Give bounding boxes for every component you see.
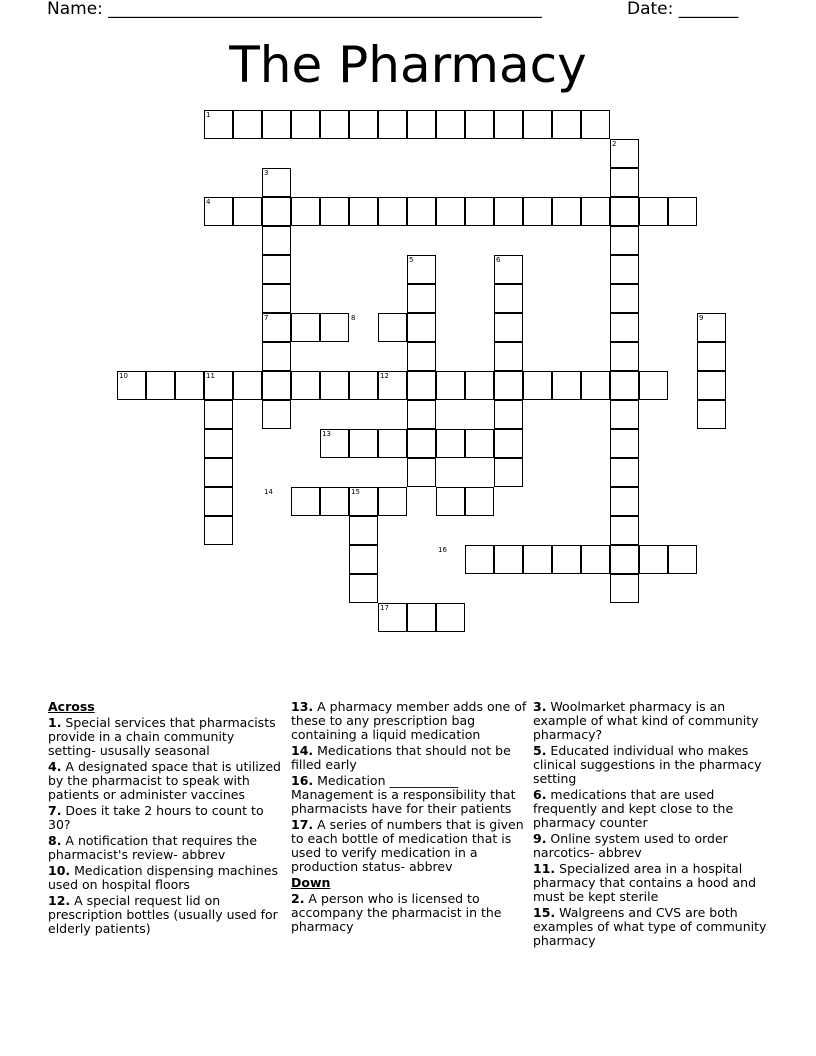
crossword-cell[interactable] <box>552 110 581 139</box>
crossword-cell[interactable] <box>291 110 320 139</box>
crossword-cell[interactable] <box>146 371 175 400</box>
crossword-cell[interactable] <box>494 371 523 400</box>
crossword-cell[interactable] <box>668 545 697 574</box>
crossword-cell[interactable] <box>320 110 349 139</box>
crossword-cell[interactable] <box>581 371 610 400</box>
crossword-cell[interactable] <box>610 197 639 226</box>
crossword-cell[interactable] <box>610 574 639 603</box>
crossword-cell[interactable] <box>465 110 494 139</box>
crossword-cell[interactable] <box>407 603 436 632</box>
name-field-label: Name: ___________________________________________________ <box>47 0 542 19</box>
clue-number: 1 <box>206 111 211 119</box>
across-heading: Across <box>48 699 95 714</box>
crossword-cell[interactable] <box>262 110 291 139</box>
crossword-cell[interactable] <box>552 545 581 574</box>
crossword-cell[interactable] <box>262 371 291 400</box>
crossword-cell[interactable] <box>523 110 552 139</box>
crossword-cell[interactable] <box>697 371 726 400</box>
crossword-cell[interactable] <box>204 487 233 516</box>
clue-number: 15 <box>351 488 360 496</box>
crossword-cell[interactable] <box>436 197 465 226</box>
clue-down: 11. Specialized area in a hospital pharmacy that contains a hood and must be kept sterile <box>533 861 757 904</box>
clue-number: 13 <box>322 430 331 438</box>
clue-number: 16 <box>438 546 447 554</box>
crossword-cell[interactable] <box>494 545 523 574</box>
crossword-cell[interactable] <box>320 487 349 516</box>
crossword-cell[interactable] <box>610 226 639 255</box>
crossword-cell[interactable] <box>175 371 204 400</box>
crossword-cell[interactable] <box>407 197 436 226</box>
crossword-cell[interactable] <box>407 110 436 139</box>
clue-number: 5 <box>409 256 414 264</box>
crossword-cell[interactable] <box>494 197 523 226</box>
crossword-cell[interactable] <box>581 545 610 574</box>
clue-number: 8 <box>351 314 356 322</box>
crossword-cell[interactable] <box>407 342 436 371</box>
crossword-cell[interactable] <box>262 197 291 226</box>
crossword-cell[interactable] <box>349 429 378 458</box>
crossword-cell[interactable] <box>610 545 639 574</box>
clue-down: 6. medications that are used frequently and kept close to the pharmacy counter <box>533 787 734 830</box>
crossword-cell[interactable] <box>436 487 465 516</box>
crossword-cell[interactable] <box>436 603 465 632</box>
crossword-cell[interactable] <box>262 284 291 313</box>
crossword-cell[interactable] <box>523 545 552 574</box>
crossword-cell[interactable] <box>320 313 349 342</box>
crossword-cell[interactable] <box>610 371 639 400</box>
crossword-cell[interactable] <box>349 574 378 603</box>
clue-number: 2 <box>612 140 617 148</box>
clue-down: 5. Educated individual who makes clinical suggestions in the pharmacy setting <box>533 743 762 786</box>
crossword-cell[interactable] <box>639 197 668 226</box>
crossword-cell[interactable] <box>291 487 320 516</box>
crossword-cell[interactable] <box>349 545 378 574</box>
clue-down: 2. A person who is licensed to accompany the pharmacist in the pharmacy <box>291 891 502 934</box>
crossword-cell[interactable] <box>233 197 262 226</box>
crossword-cell[interactable] <box>378 487 407 516</box>
crossword-cell[interactable] <box>610 487 639 516</box>
clue-down: 9. Online system used to order narcotics- abbrev <box>533 831 728 860</box>
crossword-cell[interactable] <box>378 197 407 226</box>
down-heading: Down <box>291 875 331 890</box>
crossword-cell[interactable] <box>378 429 407 458</box>
crossword-cell[interactable] <box>610 342 639 371</box>
crossword-cell[interactable] <box>465 487 494 516</box>
page-title: The Pharmacy <box>229 36 587 94</box>
clue-across: 17. A series of numbers that is given to each bottle of medication that is used to verify medication in a production status- abbrev <box>291 817 524 874</box>
crossword-cell[interactable] <box>407 371 436 400</box>
clue-across: 1. Special services that pharmacists provide in a chain community setting- ususally seasonal <box>48 715 276 758</box>
crossword-cell[interactable] <box>523 197 552 226</box>
crossword-cell[interactable] <box>610 313 639 342</box>
crossword-cell[interactable] <box>407 313 436 342</box>
clue-number: 4 <box>206 198 211 206</box>
crossword-cell[interactable] <box>610 400 639 429</box>
clue-down: 3. Woolmarket pharmacy is an example of what kind of community pharmacy? <box>533 699 759 742</box>
crossword-cell[interactable] <box>378 313 407 342</box>
crossword-cell[interactable] <box>552 371 581 400</box>
crossword-cell[interactable] <box>639 371 668 400</box>
crossword-cell[interactable] <box>581 197 610 226</box>
crossword-cell[interactable] <box>697 342 726 371</box>
clue-across: 10. Medication dispensing machines used on hospital floors <box>48 863 278 892</box>
crossword-cell[interactable] <box>494 284 523 313</box>
crossword-cell[interactable] <box>204 429 233 458</box>
crossword-cell[interactable] <box>494 429 523 458</box>
clue-across: 12. A special request lid on prescription bottles (usually used for elderly patients) <box>48 893 278 936</box>
crossword-cell[interactable] <box>610 284 639 313</box>
crossword-cell[interactable] <box>407 284 436 313</box>
clue-number: 6 <box>496 256 501 264</box>
date-field-label: Date: _______ <box>627 0 739 19</box>
crossword-cell[interactable] <box>233 371 262 400</box>
crossword-cell[interactable] <box>262 400 291 429</box>
crossword-cell[interactable] <box>378 110 407 139</box>
crossword-cell[interactable] <box>436 371 465 400</box>
crossword-cell[interactable] <box>407 400 436 429</box>
crossword-cell[interactable] <box>465 545 494 574</box>
crossword-cell[interactable] <box>610 168 639 197</box>
crossword-cell[interactable] <box>639 545 668 574</box>
crossword-cell[interactable] <box>697 400 726 429</box>
crossword-cell[interactable] <box>465 371 494 400</box>
crossword-cell[interactable] <box>581 110 610 139</box>
crossword-cell[interactable] <box>552 197 581 226</box>
crossword-cell[interactable] <box>610 429 639 458</box>
crossword-cell[interactable] <box>320 197 349 226</box>
clue-across: 4. A designated space that is utilized by the pharmacist to speak with patients or administer vaccines <box>48 759 281 802</box>
clue-number: 7 <box>264 314 269 322</box>
crossword-cell[interactable] <box>262 342 291 371</box>
clue-across: 14. Medications that should not be filled early <box>291 743 511 772</box>
crossword-cell[interactable] <box>233 110 262 139</box>
crossword-cell[interactable] <box>407 458 436 487</box>
crossword-cell[interactable] <box>494 342 523 371</box>
crossword-cell[interactable] <box>204 400 233 429</box>
crossword-cell[interactable] <box>204 516 233 545</box>
crossword-cell[interactable] <box>494 400 523 429</box>
crossword-cell[interactable] <box>436 429 465 458</box>
crossword-cell[interactable] <box>349 516 378 545</box>
crossword-cell[interactable] <box>610 255 639 284</box>
clue-number: 17 <box>380 604 389 612</box>
crossword-cell[interactable] <box>291 197 320 226</box>
crossword-cell[interactable] <box>204 458 233 487</box>
crossword-cell[interactable] <box>262 226 291 255</box>
crossword-cell[interactable] <box>523 371 552 400</box>
clue-number: 12 <box>380 372 389 380</box>
crossword-cell[interactable] <box>465 429 494 458</box>
clue-number: 14 <box>264 488 273 496</box>
crossword-cell[interactable] <box>610 458 639 487</box>
crossword-cell[interactable] <box>436 110 465 139</box>
clue-number: 11 <box>206 372 215 380</box>
clue-across: 16. Medication ___________ Management is a responsibility that pharmacists have for their patients <box>291 773 516 816</box>
crossword-cell[interactable] <box>494 313 523 342</box>
crossword-cell[interactable] <box>262 255 291 284</box>
crossword-cell[interactable] <box>291 313 320 342</box>
clue-number: 9 <box>699 314 704 322</box>
clue-across: 13. A pharmacy member adds one of these to any prescription bag containing a liquid medication <box>291 699 527 742</box>
crossword-cell[interactable] <box>465 197 494 226</box>
crossword-cell[interactable] <box>291 371 320 400</box>
clue-column-2 <box>291 700 527 936</box>
crossword-cell[interactable] <box>610 516 639 545</box>
clue-number: 10 <box>119 372 128 380</box>
crossword-cell[interactable] <box>349 371 378 400</box>
crossword-cell[interactable] <box>407 429 436 458</box>
clue-column-3 <box>533 700 773 950</box>
clue-across: 7. Does it take 2 hours to count to 30? <box>48 803 264 832</box>
crossword-cell[interactable] <box>494 458 523 487</box>
crossword-cell[interactable] <box>349 197 378 226</box>
crossword-cell[interactable] <box>320 371 349 400</box>
crossword-cell[interactable] <box>494 110 523 139</box>
clue-across: 8. A notification that requires the pharmacist's review- abbrev <box>48 833 258 862</box>
crossword-cell[interactable] <box>668 197 697 226</box>
clue-number: 3 <box>264 169 269 177</box>
clue-down: 15. Walgreens and CVS are both examples of what type of community pharmacy <box>533 905 767 948</box>
clue-column-1 <box>48 700 284 938</box>
crossword-cell[interactable] <box>349 110 378 139</box>
